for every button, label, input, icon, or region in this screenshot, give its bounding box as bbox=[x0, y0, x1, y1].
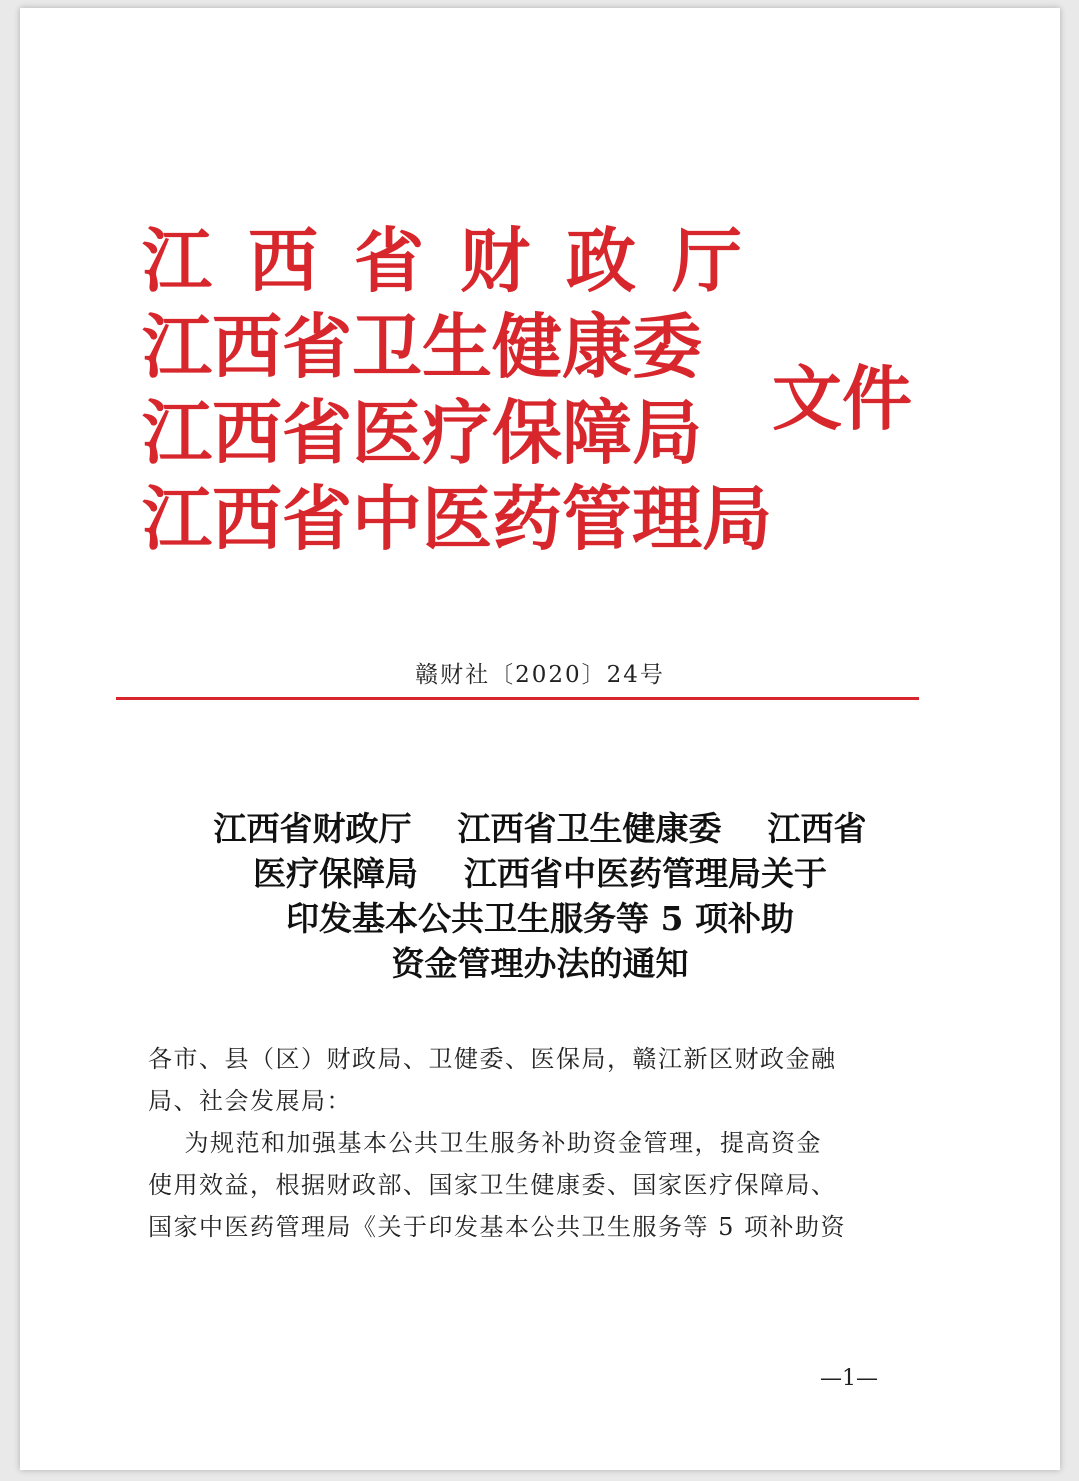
title-line: 医疗保障局 江西省中医药管理局关于 bbox=[253, 854, 827, 893]
issuer-line: 江西省卫生健康委 bbox=[142, 305, 702, 388]
red-divider bbox=[116, 697, 919, 700]
title-line: 江西省财政厅 江西省卫生健康委 江西省 bbox=[213, 809, 867, 848]
document-page bbox=[20, 8, 1060, 1470]
page-number: —1— bbox=[820, 1366, 878, 1391]
document-title bbox=[80, 806, 1000, 986]
issuer-line: 江西省财政厅 bbox=[142, 219, 778, 302]
title-line: 资金管理办法的通知 bbox=[391, 944, 689, 983]
body-line: 局、社会发展局： bbox=[148, 1087, 352, 1115]
body-line: 使用效益，根据财政部、国家卫生健康委、国家医疗保障局、 bbox=[148, 1171, 837, 1199]
body-line: 国家中医药管理局《关于印发基本公共卫生服务等 5 项补助资 bbox=[148, 1213, 847, 1241]
issuer-line: 江西省中医药管理局 bbox=[142, 477, 772, 560]
document-body bbox=[148, 1038, 908, 1248]
title-line: 印发基本公共卫生服务等 5 项补助 bbox=[286, 899, 794, 938]
document-suffix: 文件 bbox=[772, 357, 912, 440]
issuer-block bbox=[142, 218, 782, 562]
body-line: 各市、县（区）财政局、卫健委、医保局，赣江新区财政金融 bbox=[148, 1045, 837, 1073]
body-line: 为规范和加强基本公共卫生服务补助资金管理，提高资金 bbox=[148, 1129, 823, 1157]
issuer-line: 江西省医疗保障局 bbox=[142, 391, 702, 474]
document-number: 赣财社〔2020〕24号 bbox=[415, 662, 665, 688]
